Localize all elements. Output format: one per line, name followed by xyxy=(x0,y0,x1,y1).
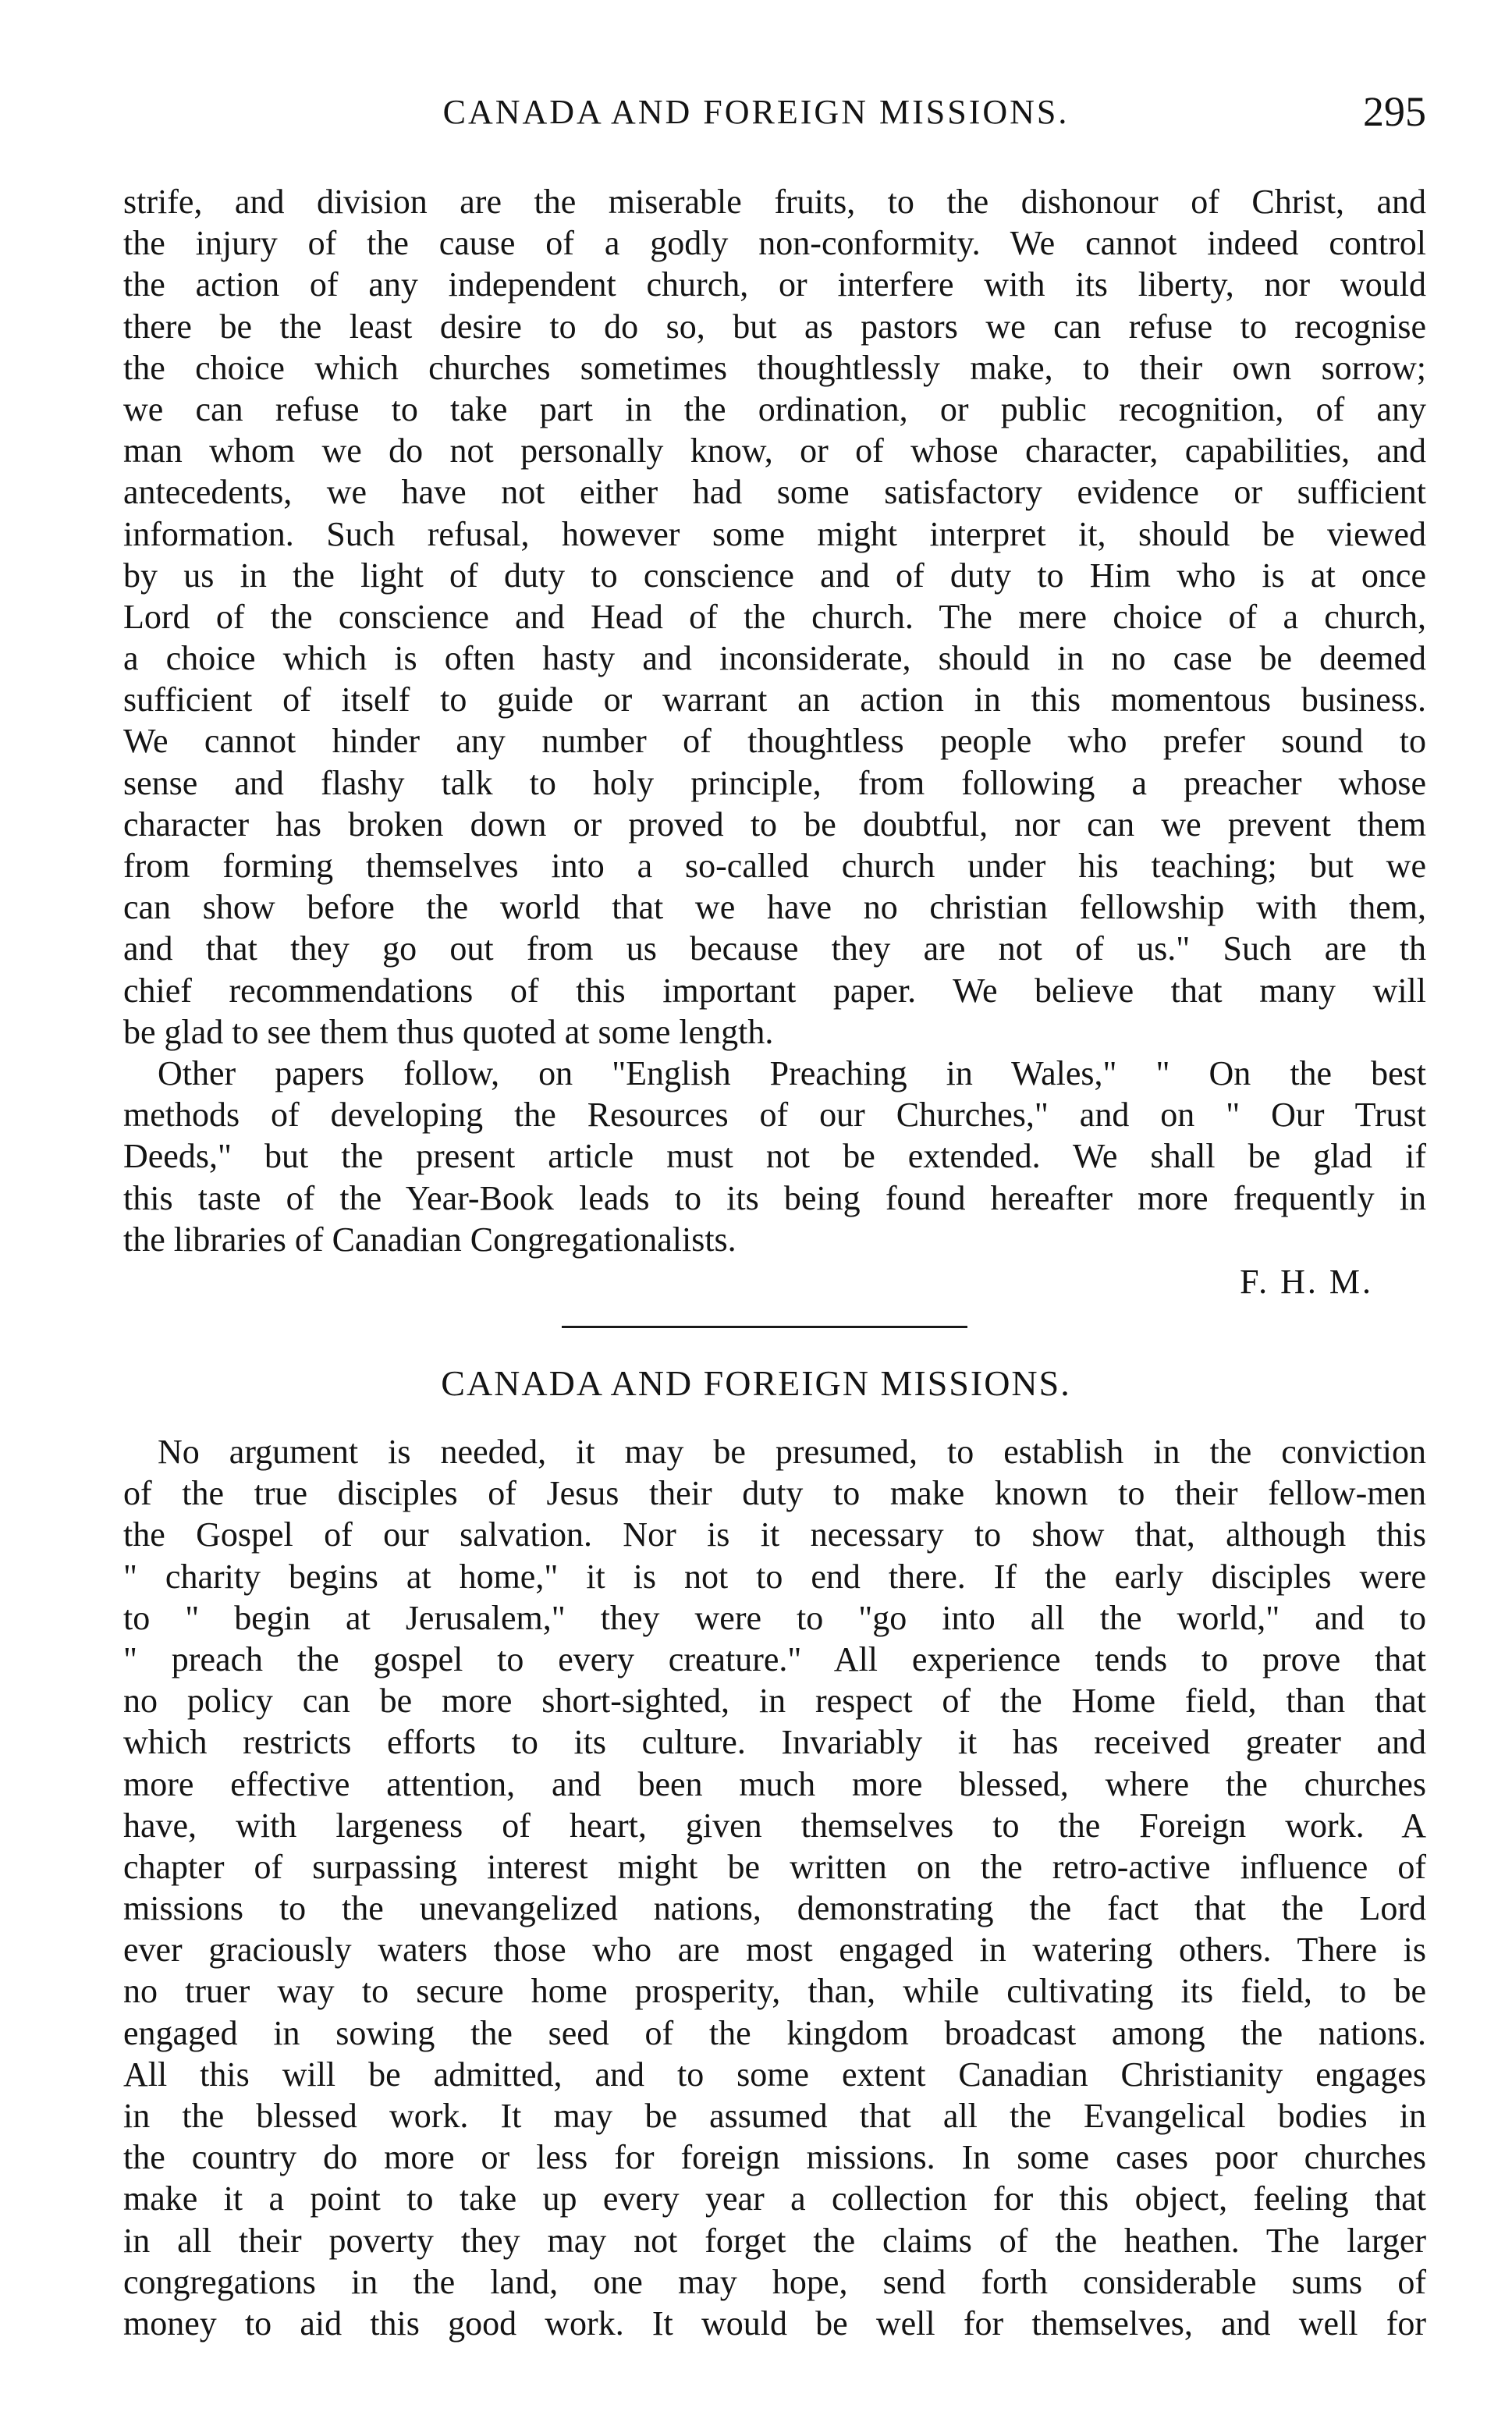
text-line: missions to the unevangelized nations, demonstrating the fact that the Lord xyxy=(123,1889,1426,1928)
page-number: 295 xyxy=(1363,88,1426,135)
text-line: no policy can be more short-sighted, in respect of the Home field, than that xyxy=(123,1682,1426,1721)
text-line: methods of developing the Resources of our Churches," and on " Our Trust xyxy=(123,1096,1426,1135)
text-line: " charity begins at home," it is not to end there. If the early disciples were xyxy=(123,1557,1426,1596)
text-line: there be the least desire to do so, but as pastors we can refuse to recognise xyxy=(123,307,1426,346)
text-line: engaged in sowing the seed of the kingdom broadcast among the nations. xyxy=(123,2013,1426,2052)
text-line: by us in the light of duty to conscience and of duty to Him who is at once xyxy=(123,556,1426,595)
text-line: Lord of the conscience and Head of the church. The mere choice of a church, xyxy=(123,597,1426,636)
text-line: the country do more or less for foreign missions. In some cases poor churches xyxy=(123,2138,1426,2177)
section-divider xyxy=(562,1326,967,1328)
section-1-body xyxy=(123,181,1426,1260)
text-line: sufficient of itself to guide or warrant an action in this momentous business. xyxy=(123,680,1426,719)
text-line: strife, and division are the miserable fruits, to the dishonour of Christ, and xyxy=(123,183,1426,221)
text-line: to " begin at Jerusalem," they were to "go into all the world," and to xyxy=(123,1598,1426,1637)
text-line: no truer way to secure home prosperity, than, while cultivating its field, to be xyxy=(123,1972,1426,2011)
text-line: which restricts efforts to its culture. Invariably it has received greater and xyxy=(123,1723,1426,1762)
text-line: the action of any independent church, or interfere with its liberty, nor would xyxy=(123,265,1426,304)
running-head xyxy=(0,88,1512,147)
author-signature: F. H. M. xyxy=(1240,1263,1373,1301)
text-line: chapter of surpassing interest might be written on the retro-active influence of xyxy=(123,1847,1426,1886)
text-line: of the true disciples of Jesus their duty to make known to their fellow-men xyxy=(123,1474,1426,1513)
text-line: " preach the gospel to every creature." All experience tends to prove that xyxy=(123,1639,1426,1678)
text-line: from forming themselves into a so-called church under his teaching; but we xyxy=(123,847,1426,885)
text-line: have, with largeness of heart, given themselves to the Foreign work. A xyxy=(123,1806,1426,1845)
text-line: we can refuse to take part in the ordination, or public recognition, of any xyxy=(123,389,1426,428)
text-line: congregations in the land, one may hope, send forth considerable sums of xyxy=(123,2262,1426,2301)
text-line: All this will be admitted, and to some extent Canadian Christianity engages xyxy=(123,2055,1426,2094)
running-head-title: CANADA AND FOREIGN MISSIONS. xyxy=(442,93,1070,131)
text-line: a choice which is often hasty and inconsiderate, should in no case be deemed xyxy=(123,639,1426,678)
text-line: We cannot hinder any number of thoughtless people who prefer sound to xyxy=(123,722,1426,761)
text-line: sense and flashy talk to holy principle, from following a preacher whose xyxy=(123,763,1426,802)
text-line: and that they go out from us because they are not of us." Such are th xyxy=(123,929,1426,968)
text-line: ever graciously waters those who are most engaged in watering others. There is xyxy=(123,1931,1426,1970)
text-line: in all their poverty they may not forget the claims of the heathen. The larger xyxy=(123,2221,1426,2260)
text-line: in the blessed work. It may be assumed that all the Evangelical bodies in xyxy=(123,2097,1426,2135)
text-line: the Gospel of our salvation. Nor is it necessary to show that, although this xyxy=(123,1515,1426,1554)
text-line: money to aid this good work. It would be well for themselves, and well for xyxy=(123,2304,1426,2343)
text-line: be glad to see them thus quoted at some length. xyxy=(123,1012,774,1051)
section-2-body xyxy=(123,1431,1426,2344)
text-line: the choice which churches sometimes thoughtlessly make, to their own sorrow; xyxy=(123,348,1426,387)
text-line: make it a point to take up every year a collection for this object, feeling that xyxy=(123,2179,1426,2218)
text-line: information. Such refusal, however some might interpret it, should be viewed xyxy=(123,514,1426,553)
text-line: chief recommendations of this important paper. We believe that many will xyxy=(123,971,1426,1010)
text-line: antecedents, we have not either had some satisfactory evidence or sufficient xyxy=(123,473,1426,512)
text-line: can show before the world that we have no christian fellowship with them, xyxy=(123,888,1426,927)
text-line: No argument is needed, it may be presumed, to establish in the conviction xyxy=(158,1433,1426,1471)
text-line: character has broken down or proved to be doubtful, nor can we prevent them xyxy=(123,805,1426,844)
text-line: the libraries of Canadian Congregationalists. xyxy=(123,1220,736,1259)
text-line: this taste of the Year-Book leads to its being found hereafter more frequently in xyxy=(123,1178,1426,1217)
text-line: man whom we do not personally know, or of whose character, capabilities, and xyxy=(123,432,1426,471)
section-heading: CANADA AND FOREIGN MISSIONS. xyxy=(441,1363,1071,1403)
text-line: Deeds," but the present article must not be extended. We shall be glad if xyxy=(123,1137,1426,1176)
text-line: Other papers follow, on "English Preaching in Wales," " On the best xyxy=(158,1053,1426,1092)
text-line: more effective attention, and been much more blessed, where the churches xyxy=(123,1764,1426,1803)
text-line: the injury of the cause of a godly non-conformity. We cannot indeed control xyxy=(123,224,1426,263)
